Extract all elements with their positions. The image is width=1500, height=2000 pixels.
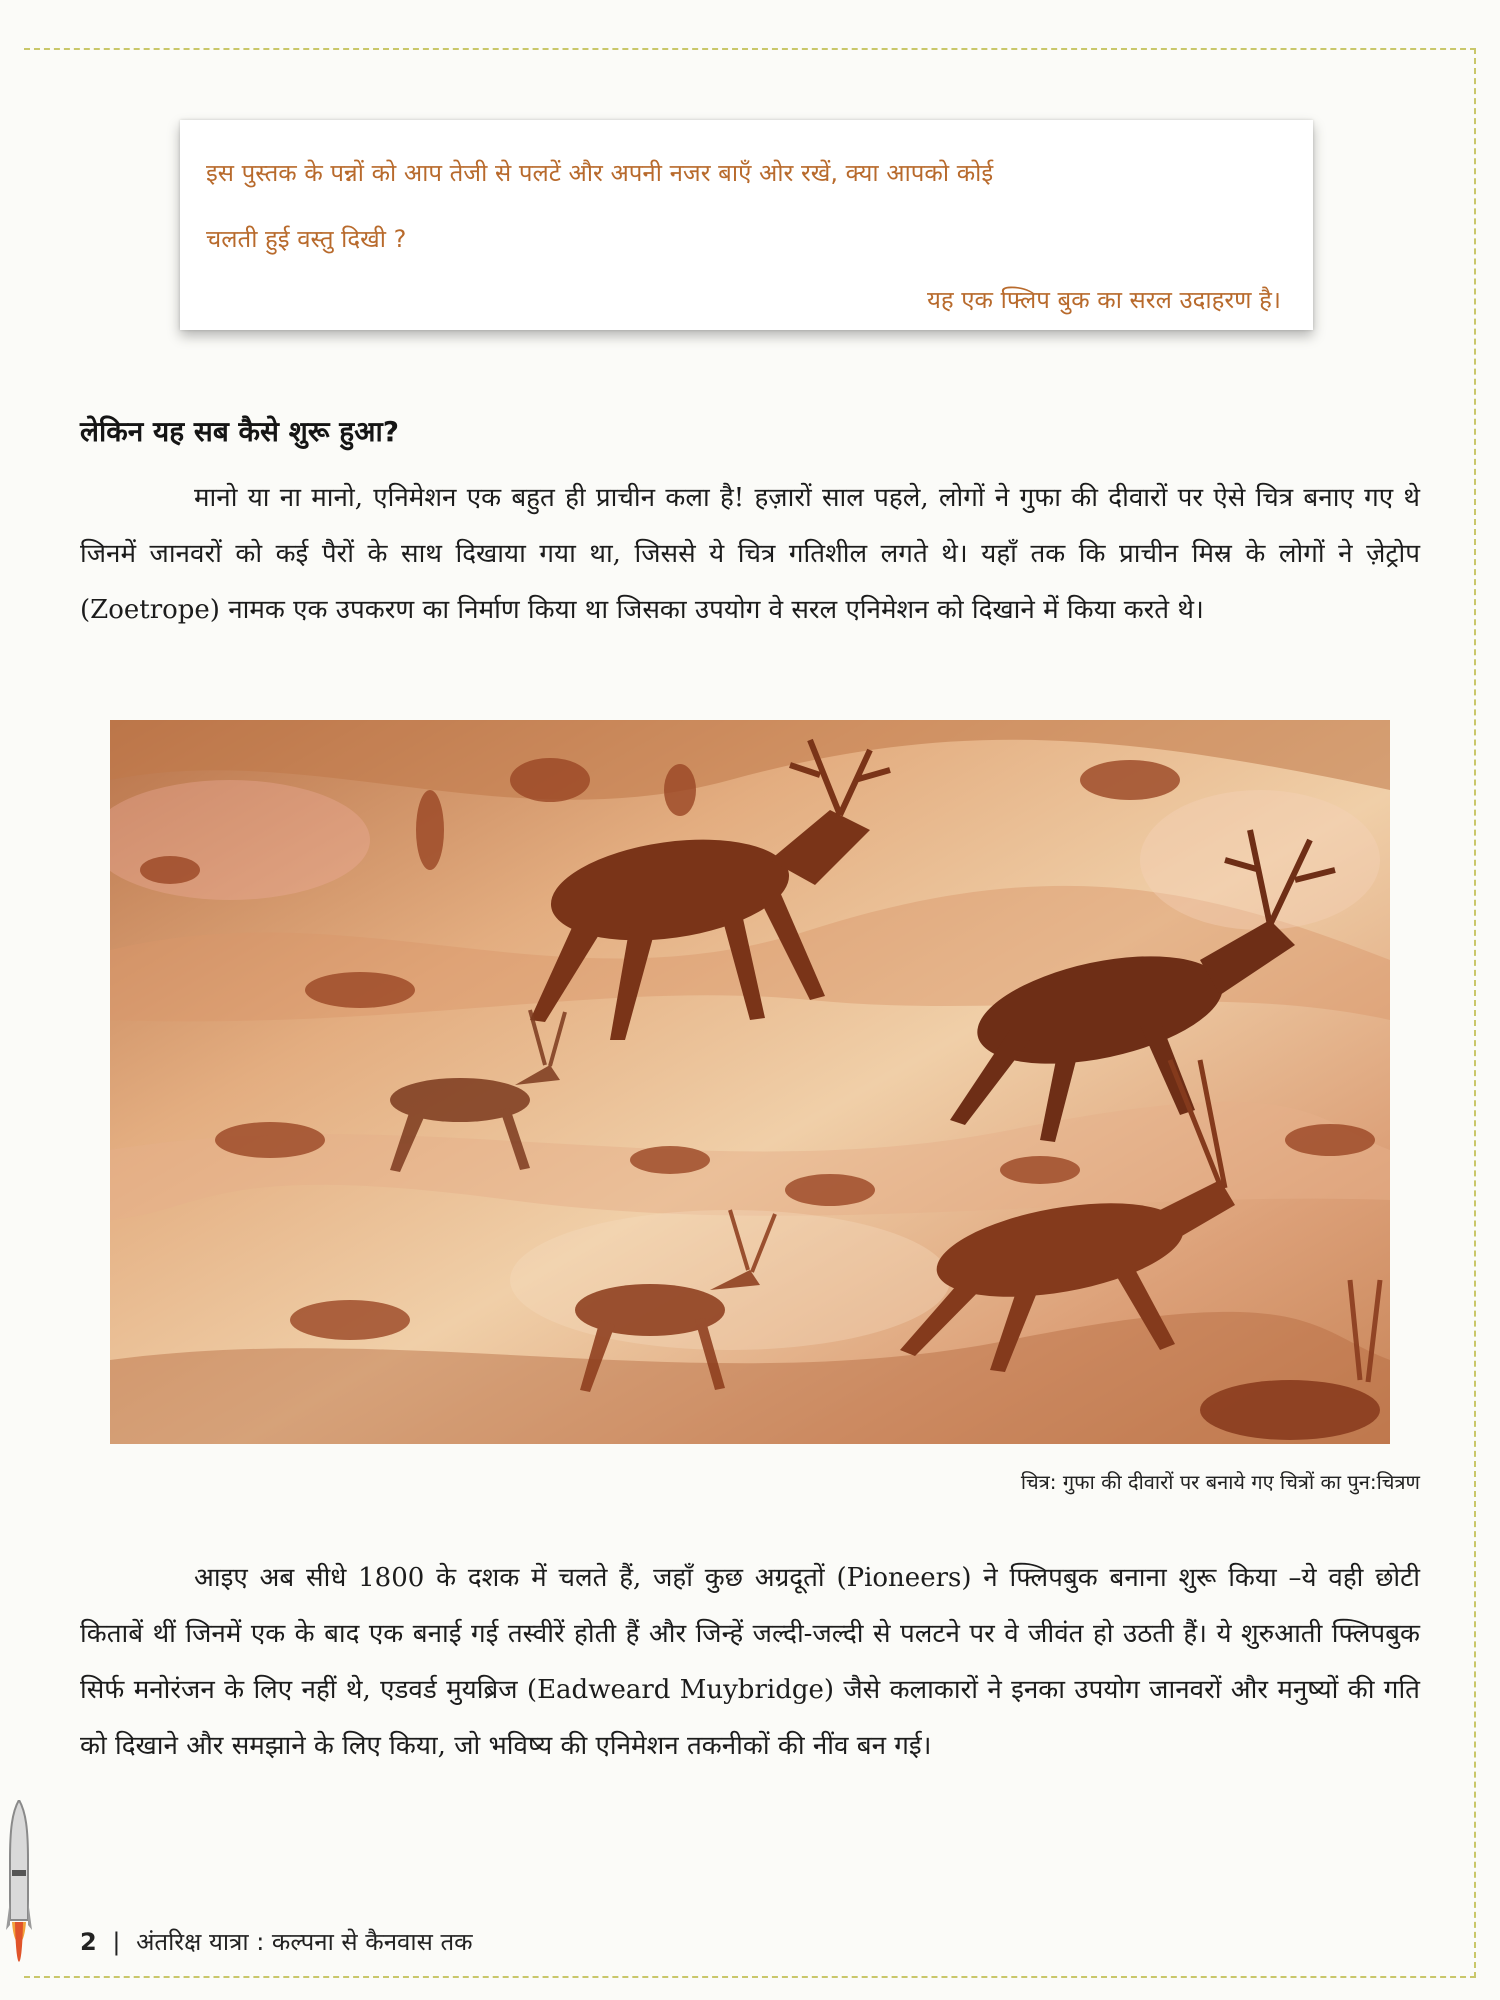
callout-line-2: चलती हुई वस्तु दिखी ?	[206, 225, 407, 253]
page-number: 2	[80, 1928, 97, 1956]
rocket-icon	[6, 1800, 32, 1994]
paragraph-2: आइए अब सीधे 1800 के दशक में चलते हैं, जहाँ कुछ अग्रदूतों (Pioneers) ने फ्लिपबुक बनाना शुरू किया –ये वही छोटी किताबें थीं जिनमें एक के बाद एक बनाई गई तस्वीरें होती हैं और जिन्हें जल्दी-जल्दी से पलटने पर वे जीवंत हो उठती हैं। ये शुरुआती फ्लिपबुक सिर्फ मनोरंजन के लिए नहीं थे, एडवर्ड मुयब्रिज (Eadweard Muybridge) जैसे कलाकारों ने इनका उपयोग जानवरों और मनुष्यों की गति को दिखाने और समझाने के लिए किया, जो भविष्य की एनिमेशन तकनीकों की नींव बन गई।	[80, 1563, 1420, 1761]
footer-separator: |	[112, 1928, 121, 1956]
section-heading: लेकिन यह सब कैसे शुरू हुआ?	[80, 415, 399, 448]
callout-box	[180, 120, 1313, 330]
book-title: अंतरिक्ष यात्रा : कल्पना से कैनवास तक	[136, 1928, 473, 1956]
callout-line-3: यह एक फ्लिप बुक का सरल उदाहरण है।	[926, 286, 1281, 314]
cave-painting-illustration	[110, 720, 1390, 1444]
callout-line-1: इस पुस्तक के पन्नों को आप तेजी से पलटें और अपनी नजर बाएँ ओर रखें, क्या आपको कोई	[206, 159, 994, 187]
page-footer	[80, 1925, 473, 1958]
figure-caption: चित्र: गुफा की दीवारों पर बनाये गए चित्रों का पुन:चित्रण	[1020, 1470, 1420, 1494]
paragraph-1: मानो या ना मानो, एनिमेशन एक बहुत ही प्राचीन कला है! हज़ारों साल पहले, लोगों ने गुफा की दीवारों पर ऐसे चित्र बनाए गए थे जिनमें जानवरों को कई पैरों के साथ दिखाया गया था, जिससे ये चित्र गतिशील लगते थे। यहाँ तक कि प्राचीन मिस्र के लोगों ने ज़ेट्रोप (Zoetrope) नामक एक उपकरण का निर्माण किया था जिसका उपयोग वे सरल एनिमेशन को दिखाने में किया करते थे।	[80, 483, 1420, 625]
